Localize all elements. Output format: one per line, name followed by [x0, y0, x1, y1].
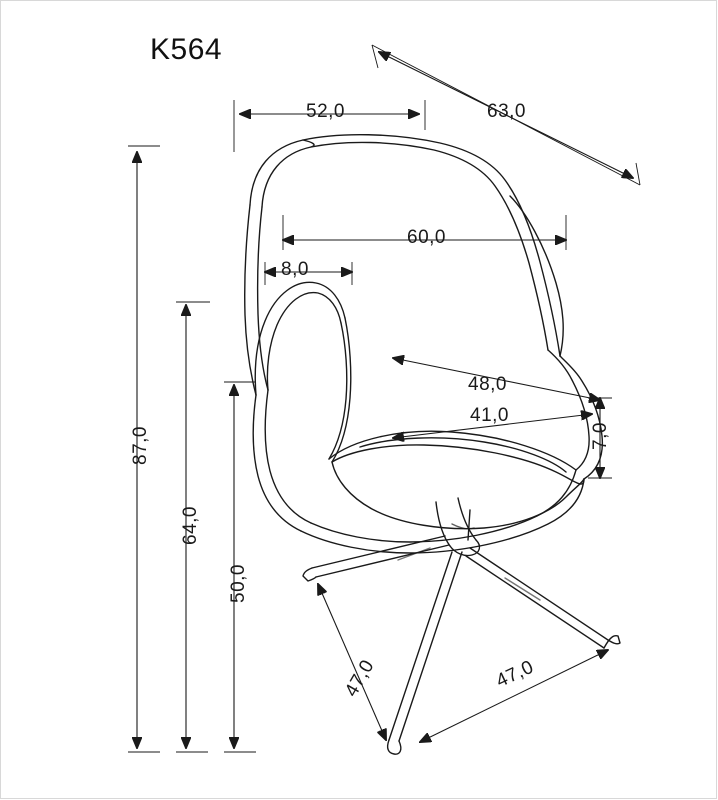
- dimension-label-armrest-thick-8: 8,0: [281, 259, 309, 280]
- dimension-label-seat-depth-48: 48,0: [468, 374, 507, 395]
- dimension-label-width-top-52: 52,0: [306, 101, 345, 122]
- dimension-label-base-span-left-47: 47,0: [341, 656, 379, 701]
- dimension-label-seat-thick-7: 7,0: [590, 422, 611, 450]
- dimension-label-armrest-width-60: 60,0: [407, 227, 446, 248]
- dimension-label-seat-height-50: 50,0: [228, 564, 249, 603]
- model-title: K564: [150, 33, 223, 66]
- dimension-label-base-span-right-47: 47,0: [493, 656, 538, 693]
- dimension-label-seat-width-41: 41,0: [470, 405, 509, 426]
- dimension-label-total-height-87: 87,0: [130, 426, 151, 465]
- dimension-label-armrest-height-64: 64,0: [180, 506, 201, 545]
- dimension-label-depth-top-63: 63,0: [487, 101, 526, 122]
